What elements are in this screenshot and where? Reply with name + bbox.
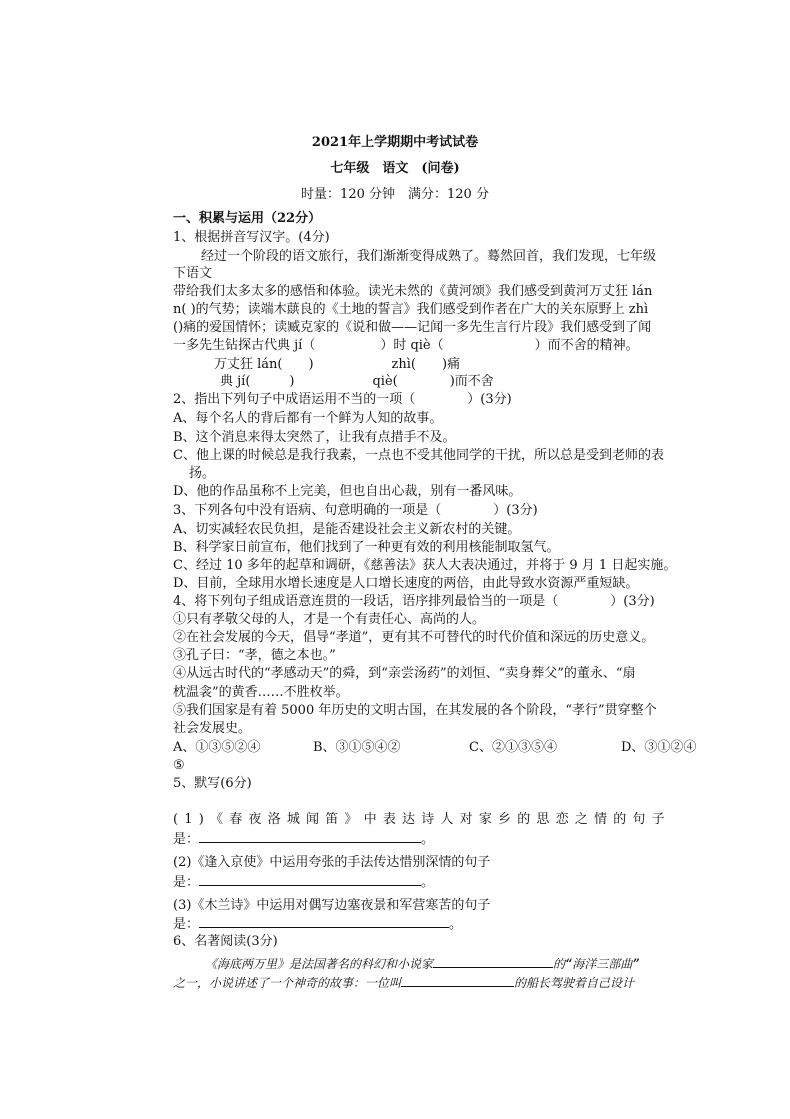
exam-title: 2021年上学期期中考试试卷	[311, 135, 479, 150]
question-5-answer-row	[173, 830, 434, 848]
answer-end: 。	[421, 875, 435, 890]
question-6-text: 之一，小说讲述了一个神奇的故事：一位叫	[173, 976, 402, 990]
question-4-sentence: ②在社会发展的今天，倡导“孝道”，更有其不可替代的时代价值和深远的历史意义。	[173, 630, 655, 645]
question-3-prompt: 3、下列各句中没有语病、句意明确的一项是（ ）(3分)	[173, 503, 538, 518]
question-2-option: C、他上课的时候总是我行我素，一点也不受其他同学的干扰，所以总是受到老师的表	[173, 448, 664, 463]
question-1-line: 带给我们太多太多的感悟和体验。读光未然的《黄河颂》我们感受到黄河万丈狂 lán	[173, 284, 653, 299]
question-1-line: 一多先生钻探古代典 jí（ ）时 qiè（ ）而不舍的精神。	[173, 338, 639, 353]
answer-blank[interactable]	[199, 873, 421, 886]
answer-prefix: 是：	[173, 917, 200, 932]
question-1-line: 下语文	[173, 266, 213, 281]
question-4-choice: C、②①③⑤④	[469, 740, 557, 755]
question-6-text: 的“海洋三部曲”	[553, 957, 640, 971]
question-6-line	[173, 974, 634, 992]
question-5-item: (1)《春夜洛城闻笛》中表达诗人对家乡的思恋之情的句子	[173, 812, 671, 827]
question-4-choice: A、①③⑤②④	[173, 740, 261, 755]
question-3-option: C、经过 10 多年的起草和调研，《慈善法》获人大表决通过，并将于 9 月 1 日起实施。	[173, 558, 677, 573]
question-5-answer-row	[173, 915, 462, 933]
question-5-answer-row	[173, 873, 434, 891]
question-2-option: B、这个消息来得太突然了，让我有点措手不及。	[173, 430, 456, 445]
exam-subtitle: 七年级 语文 (问卷)	[330, 161, 460, 176]
question-5-item: (2)《逢入京使》中运用夸张的手法传达惜别深情的句子	[173, 855, 491, 870]
question-4-sentence: ③孔子曰：“孝，德之本也。”	[173, 648, 336, 663]
answer-blank[interactable]	[401, 974, 514, 987]
answer-end: 。	[421, 832, 435, 847]
question-4-sentence: ④从远古时代的“孝感动天”的舜，到“亲尝汤药”的刘恒、“卖身葬父”的董永、“扇	[173, 666, 636, 681]
question-3-option: A、切实减轻农民负担，是能否建设社会主义新农村的关键。	[173, 522, 521, 537]
question-4-choice-cont: ⑤	[173, 758, 185, 773]
question-6-line	[205, 955, 639, 973]
question-4-prompt: 4、将下列句子组成语意连贯的一段话，语序排列最恰当的一项是（ ）(3分)	[173, 594, 655, 609]
exam-time-score: 时量：120 分钟 满分：120 分	[301, 187, 489, 202]
question-1-line: n( )的气势；读端木蕻良的《土地的誓言》我们感受到作者在广大的关东原野上 zhì	[173, 302, 649, 317]
section-heading: 一、积累与运用（22分）	[173, 211, 322, 226]
question-5-item: (3)《木兰诗》中运用对偶写边塞夜景和军营寒苦的句子	[173, 898, 491, 913]
question-4-sentence: 社会发展史。	[173, 721, 252, 736]
question-5-prompt: 5、默写(6分)	[173, 776, 252, 791]
question-6-text: 的船长驾驶着自己设计	[514, 976, 635, 990]
answer-prefix: 是：	[173, 875, 200, 890]
question-4-choice: D、③①②④	[621, 740, 697, 755]
question-3-option: B、科学家日前宣布，他们找到了一种更有效的利用核能制取氢气。	[173, 540, 560, 555]
question-4-sentence: ①只有孝敬父母的人，才是一个有责任心、高尚的人。	[173, 612, 486, 627]
question-1-prompt: 1、根据拼音写汉字。(4分)	[173, 230, 330, 245]
answer-end: 。	[449, 917, 463, 932]
question-4-sentence: ⑤我们国家是有着 5000 年历史的文明古国，在其发展的各个阶段，“孝行”贯穿整个	[173, 703, 657, 718]
question-1-line: ()痛的爱国情怀；读臧克家的《说和做——记闻一多先生言行片段》我们感受到了闻	[173, 320, 652, 335]
question-4-sentence: 枕温衾”的黄香……不胜枚举。	[173, 685, 349, 700]
question-6-text: 《海底两万里》是法国著名的科幻和小说家	[205, 957, 434, 971]
question-3-option: D、目前，全球用水增长速度是人口增长速度的两倍，由此导致水资源严重短缺。	[173, 576, 639, 591]
question-2-prompt: 2、指出下列句子中成语运用不当的一项（ ）(3分)	[173, 392, 512, 407]
question-2-option: A、每个名人的背后都有一个鲜为人知的故事。	[173, 411, 443, 426]
answer-blank[interactable]	[199, 830, 421, 843]
question-1-line: 经过一个阶段的语文旅行，我们渐渐变得成熟了。蓦然回首，我们发现，七年级	[201, 249, 657, 264]
question-4-choice: B、③①⑤④②	[313, 740, 401, 755]
answer-prefix: 是：	[173, 832, 200, 847]
answer-blank[interactable]	[433, 955, 553, 968]
answer-blank[interactable]	[199, 915, 449, 928]
question-2-option-cont: 扬。	[189, 466, 216, 481]
question-2-option: D、他的作品虽称不上完美，但也自出心裁，别有一番风味。	[173, 484, 522, 499]
question-1-answer-row: 万丈狂 lán( ) zhì( )痛	[214, 357, 461, 372]
question-1-answer-row: 典 jí( ) qiè( )而不舍	[220, 374, 494, 389]
question-6-prompt: 6、名著阅读(3分)	[173, 934, 278, 949]
